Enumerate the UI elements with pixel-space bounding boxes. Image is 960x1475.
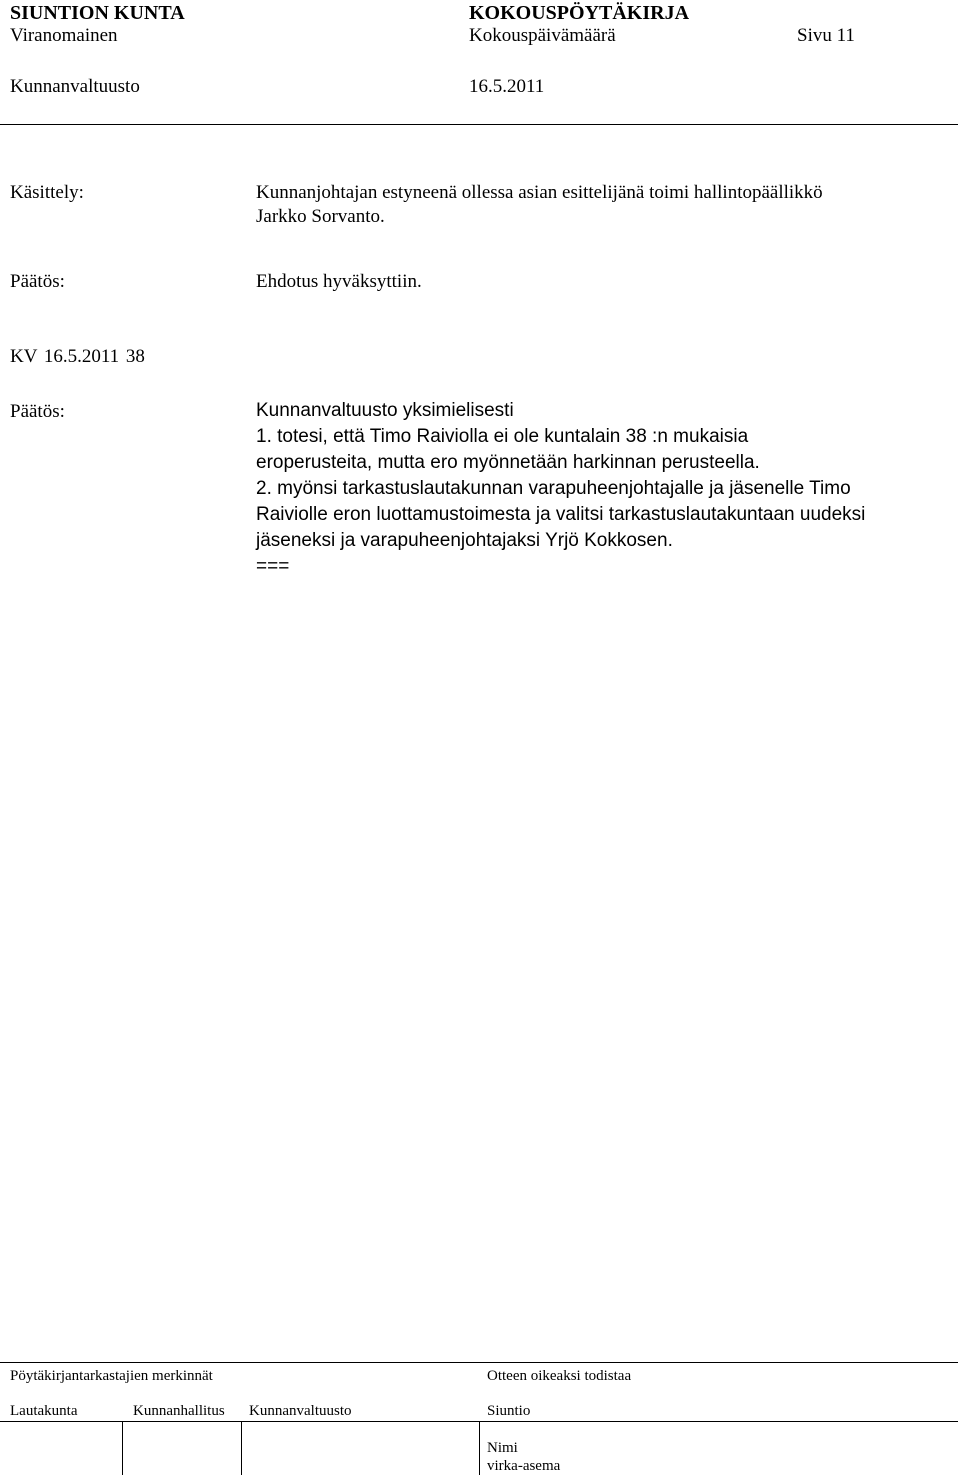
page-number: Sivu 11 <box>797 25 855 46</box>
meeting-date-label: Kokouspäivämäärä <box>469 25 616 46</box>
decision-line: eroperusteita, mutta ero myönnetään harkinnan perusteella. <box>256 452 760 473</box>
municipality-name: SIUNTION KUNTA <box>10 2 185 24</box>
decision-label-2: Päätös: <box>10 401 65 422</box>
decision-label: Päätös: <box>10 271 65 292</box>
decision-line: jäseneksi ja varapuheenjohtajaksi Yrjö Kokkosen. <box>256 530 673 551</box>
board-label: Lautakunta <box>10 1403 78 1419</box>
decision-text: Ehdotus hyväksyttiin. <box>256 271 422 292</box>
footer-divider-top <box>0 1362 958 1363</box>
decision-line: === <box>256 556 290 577</box>
document-type: KOKOUSPÖYTÄKIRJA <box>469 2 690 24</box>
handling-text-line-1: Kunnanjohtajan estyneenä ollessa asian esittelijänä toimi hallintopäällikkö <box>256 182 823 203</box>
footer-signature-divider-2 <box>241 1421 242 1475</box>
meeting-date: 16.5.2011 <box>469 76 545 97</box>
header-divider <box>0 124 958 125</box>
decision-line: Kunnanvaltuusto yksimielisesti <box>256 400 514 421</box>
place-label: Siuntio <box>487 1403 531 1419</box>
footer-signature-divider-3 <box>479 1421 480 1475</box>
handling-text-line-2: Jarkko Sorvanto. <box>256 206 385 227</box>
name-label: Nimi <box>487 1440 518 1456</box>
council-label: Kunnanvaltuusto <box>249 1403 352 1419</box>
certified-label: Otteen oikeaksi todistaa <box>487 1368 632 1384</box>
authority-name: Kunnanvaltuusto <box>10 76 140 97</box>
authority-label: Viranomainen <box>10 25 118 46</box>
decision-line: 1. totesi, että Timo Raiviolla ei ole kuntalain 38 :n mukaisia <box>256 426 749 447</box>
item-reference: KV 16.5.2011 38 <box>10 346 145 367</box>
decision-line: 2. myönsi tarkastuslautakunnan varapuheenjohtajalle ja jäsenelle Timo <box>256 478 851 499</box>
footer-signature-divider-1 <box>122 1421 123 1475</box>
handling-label: Käsittely: <box>10 182 84 203</box>
government-label: Kunnanhallitus <box>133 1403 225 1419</box>
decision-line: Raiviolle eron luottamustoimesta ja valitsi tarkastuslautakuntaan uudeksi <box>256 504 866 525</box>
position-label: virka-asema <box>487 1458 561 1474</box>
inspectors-label: Pöytäkirjantarkastajien merkinnät <box>10 1368 213 1384</box>
